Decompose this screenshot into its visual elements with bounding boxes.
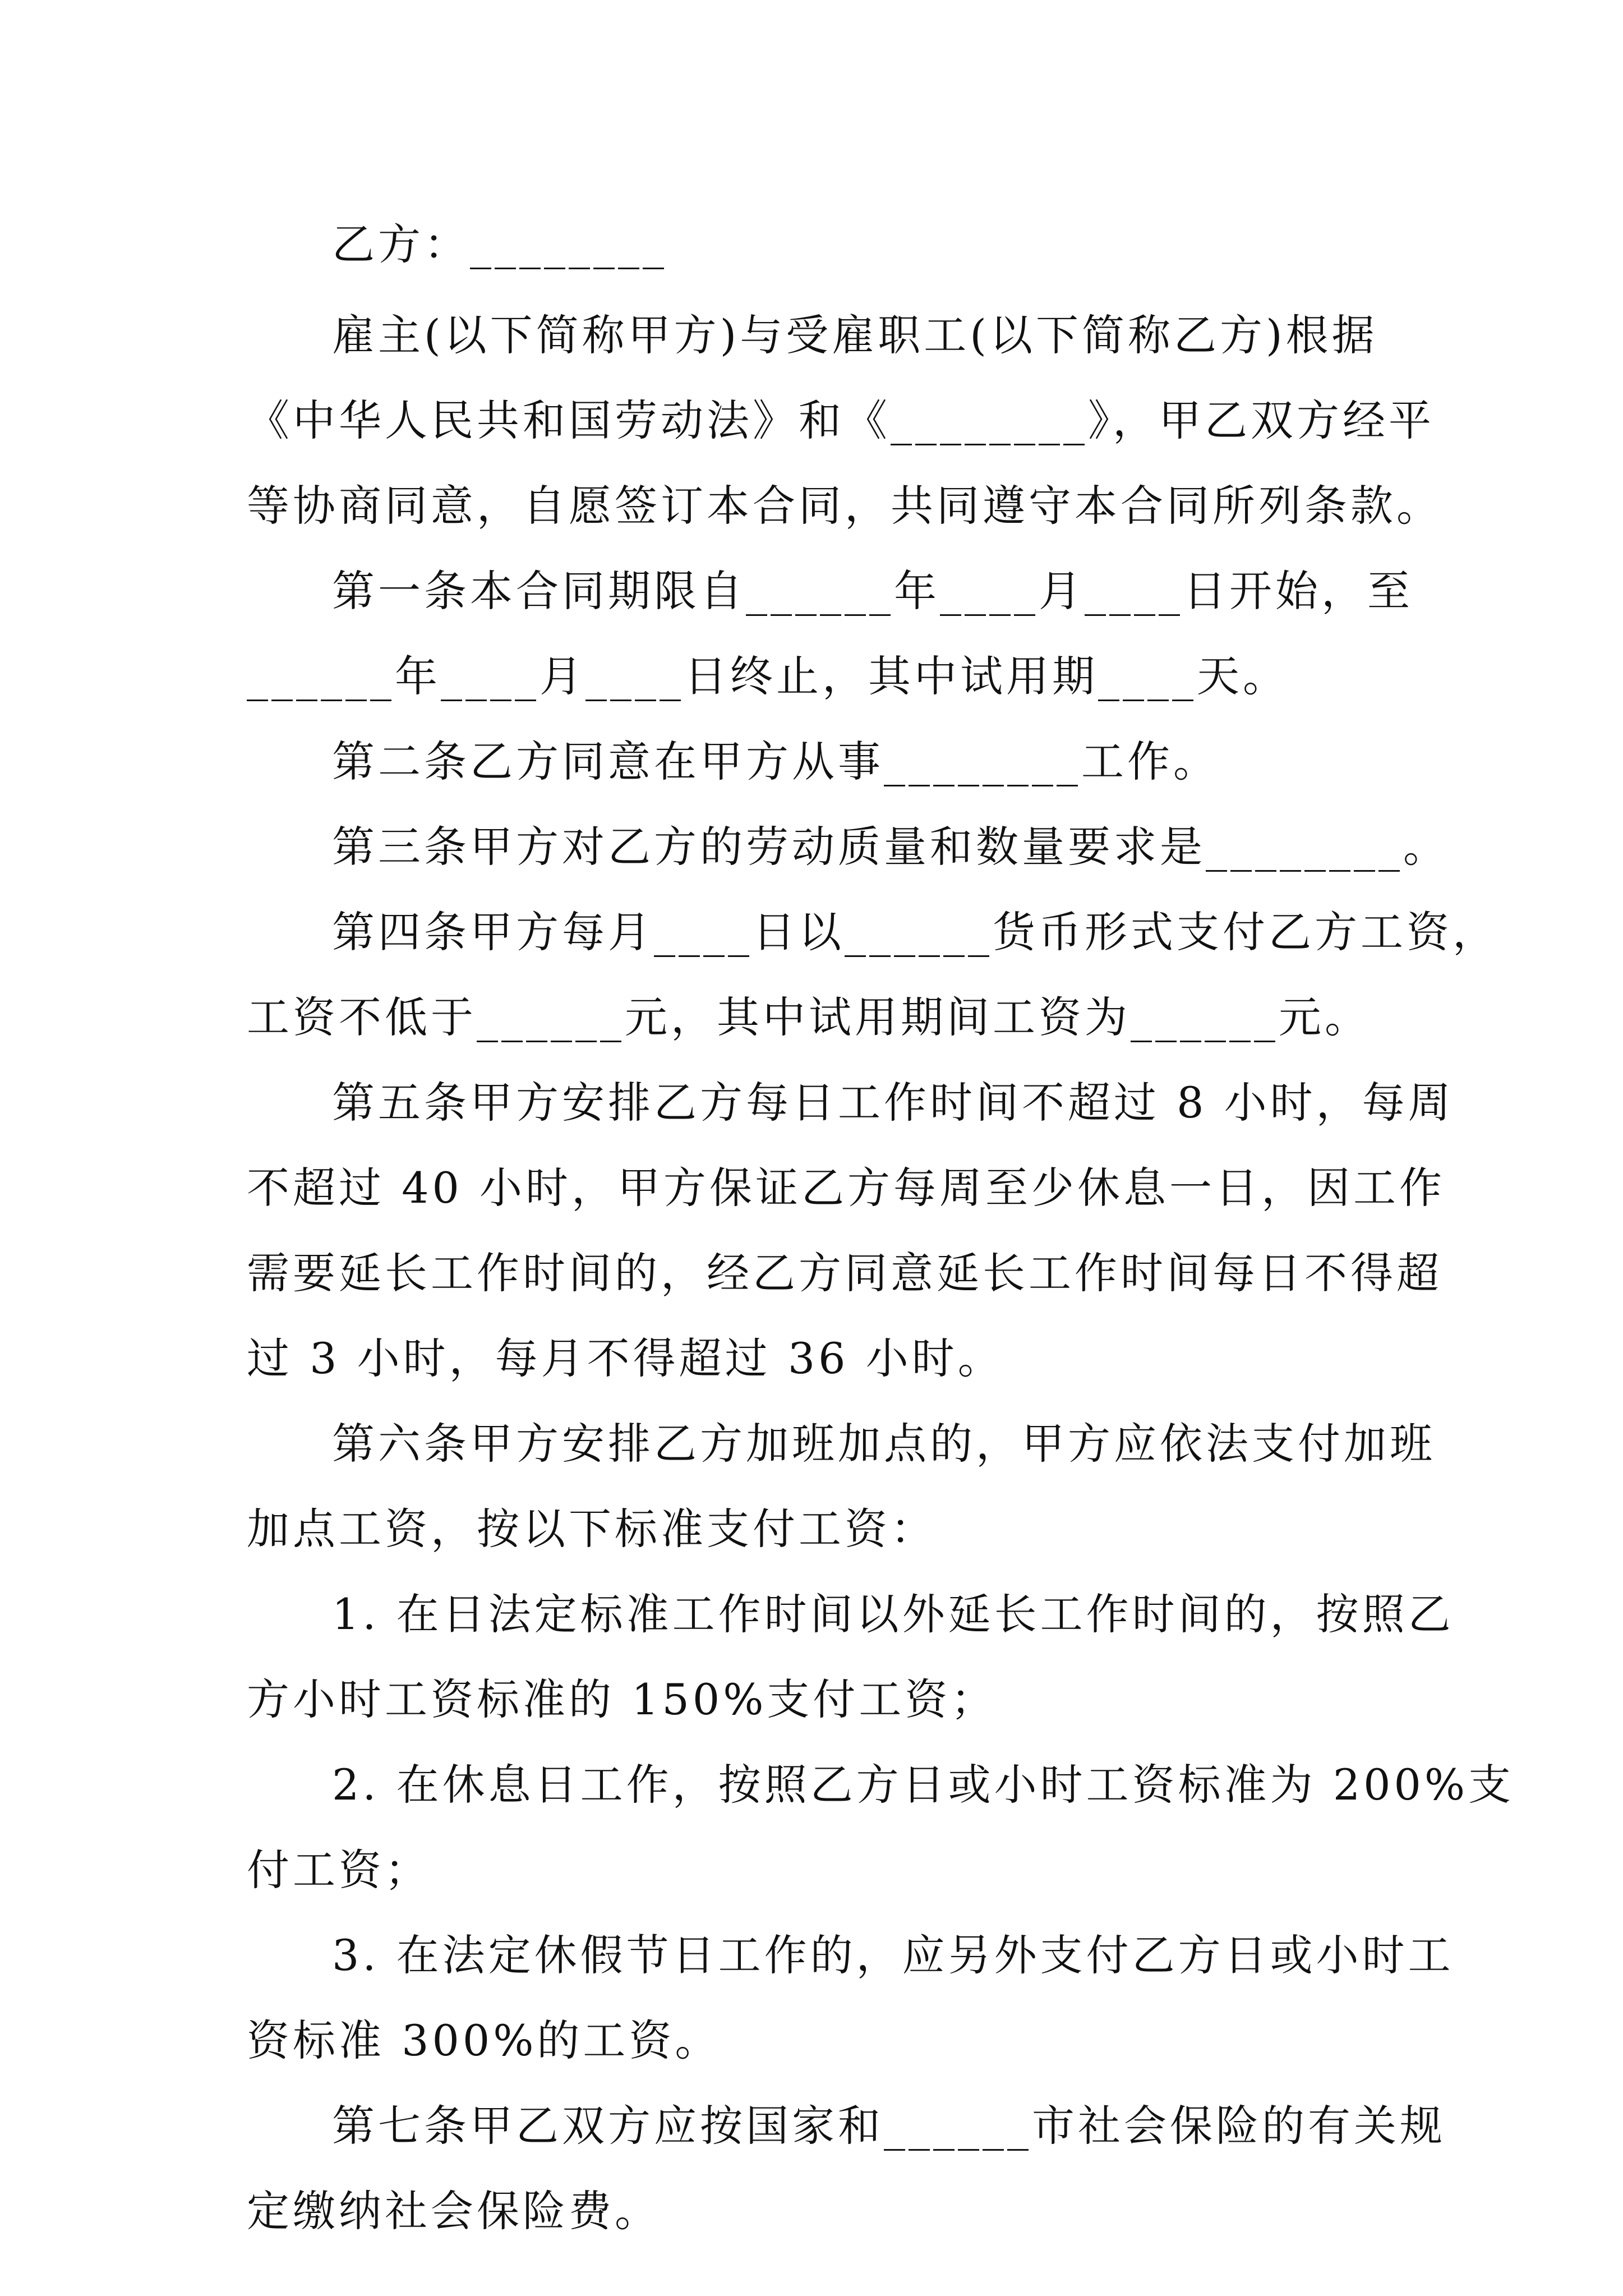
article-5	[247, 1060, 1454, 1401]
preamble-paragraph	[247, 293, 1442, 549]
paragraph-line: 资标准 300%的工资。	[247, 2016, 721, 2065]
paragraph-line: 过 3 小时，每月不得超过 36 小时。	[247, 1333, 1004, 1383]
paragraph-line: 第七条甲乙双方应按国家和______市社会保险的有关规	[332, 2101, 1446, 2151]
paragraph-line: 《中华人民共和国劳动法》和《________》，甲乙双方经平	[247, 395, 1435, 445]
paragraph-line: 需要延长工作时间的，经乙方同意延长工作时间每日不得超	[247, 1248, 1442, 1298]
paragraph-line: 等协商同意，自愿签订本合同，共同遵守本合同所列条款。	[247, 481, 1442, 531]
article-6-item-2	[247, 1742, 1515, 1913]
paragraph-line: 1. 在日法定标准工作时间以外延长工作时间的，按照乙	[332, 1589, 1454, 1639]
paragraph-line: 雇主(以下简称甲方)与受雇职工(以下简称乙方)根据	[332, 310, 1378, 360]
paragraph-line: 定缴纳社会保险费。	[247, 2186, 661, 2236]
paragraph-line: 第五条甲方安排乙方每日工作时间不超过 8 小时，每周	[332, 1078, 1454, 1128]
paragraph-line: 3. 在法定休假节日工作的，应另外支付乙方日或小时工	[332, 1930, 1454, 1980]
party-b-line: 乙方：________	[332, 219, 667, 269]
contract-page	[247, 202, 1515, 2254]
article-6-item-1	[247, 1572, 1454, 1742]
paragraph-line: 第六条甲方安排乙方加班加点的，甲方应依法支付加班	[332, 1419, 1436, 1469]
article-1	[247, 549, 1413, 719]
paragraph-line: 第三条甲方对乙方的劳动质量和数量要求是________。	[332, 822, 1449, 872]
article-7	[247, 2083, 1446, 2254]
paragraph-line: 不超过 40 小时，甲方保证乙方每周至少休息一日，因工作	[247, 1163, 1446, 1213]
article-6	[247, 1401, 1436, 1572]
article-2	[247, 719, 1402, 804]
paragraph-line: 第一条本合同期限自______年____月____日开始，至	[332, 566, 1413, 616]
paragraph-line: ______年____月____日终止，其中试用期____天。	[247, 651, 1289, 701]
paragraph-line: 方小时工资标准的 150%支付工资；	[247, 1674, 997, 1724]
article-6-item-3	[247, 1913, 1454, 2083]
paragraph-line: 第二条乙方同意在甲方从事________工作。	[332, 737, 1219, 786]
paragraph-line: 2. 在休息日工作，按照乙方日或小时工资标准为 200%支	[332, 1760, 1515, 1810]
paragraph-line: 加点工资，按以下标准支付工资：	[247, 1504, 937, 1554]
paragraph-line: 付工资；	[247, 1845, 431, 1895]
article-3	[247, 804, 1449, 890]
paragraph-line: 工资不低于______元，其中试用期间工资为______元。	[247, 992, 1371, 1042]
paragraph-line: 第四条甲方每月____日以______货币形式支付乙方工资，	[332, 907, 1498, 957]
article-4	[247, 890, 1498, 1060]
